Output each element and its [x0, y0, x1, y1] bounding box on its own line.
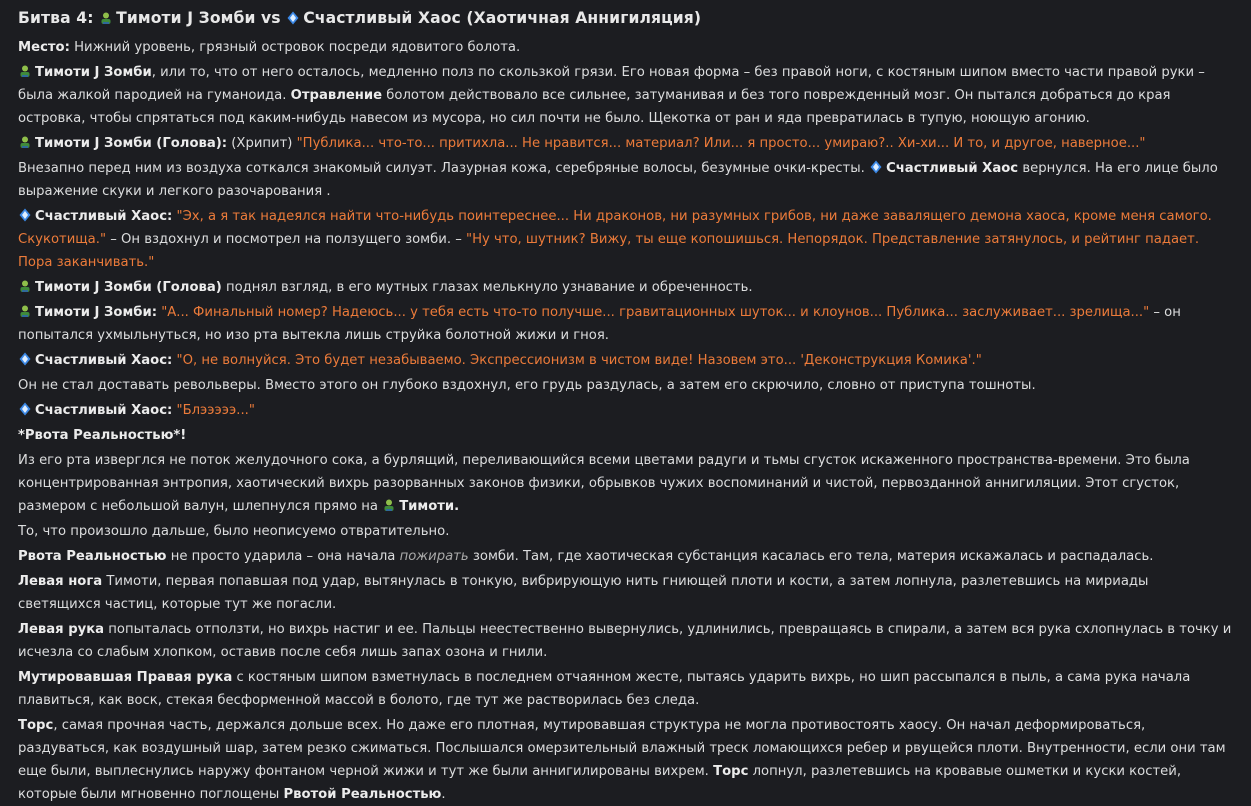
paragraph-6 — [18, 301, 1233, 347]
text: болотом действовало все сильнее, затуманивая и без того поврежденный мозг. Он пытался добраться до края островка, чтобы спрятаться под каким-нибудь навесом из мусора, но сил почти не было. Щекотка от ран и яда превратилась в тупую, ноющую агонию. — [18, 88, 1171, 126]
speaker-name: Счастливый Хаос: — [35, 209, 173, 224]
dialogue-quote: "Ну что, шутник? Вижу, ты еще копошишься. Непорядок. Представление затянулось, и рейтинг падает. Пора заканчивать." — [18, 232, 1200, 270]
emphasis: Левая рука — [18, 622, 105, 637]
paragraph-4 — [18, 205, 1233, 274]
speaker-name: Тимоти J Зомби — [35, 65, 152, 80]
zombie-emoji-icon — [18, 135, 32, 149]
paragraph-15 — [18, 618, 1233, 664]
text: . — [441, 787, 446, 802]
paragraph-7 — [18, 349, 1233, 372]
blue-diamond-emoji-icon — [869, 160, 883, 174]
paragraph-1 — [18, 61, 1233, 130]
paragraph-5 — [18, 276, 1233, 299]
paragraph-14 — [18, 570, 1233, 616]
zombie-emoji-icon — [18, 279, 32, 293]
text: Тимоти, первая попавшая под удар, вытянулась в тонкую, вибрирующую нить гниющей плоти и кости, а затем лопнула, разлетевшись на мириады светящихся частиц, которые тут же погасли. — [18, 574, 1149, 612]
italic-emphasis: пожирать — [399, 549, 469, 564]
paragraph-3 — [18, 157, 1233, 203]
speaker-name: Счастливый Хаос: — [35, 403, 173, 418]
place-paragraph — [18, 36, 1233, 59]
emphasis: Торс — [18, 718, 54, 733]
text: – Он вздохнул и посмотрел на ползущего зомби. – — [110, 232, 462, 247]
emphasis: Рвота Реальностью — [18, 549, 167, 564]
emphasis: Отравление — [290, 88, 383, 103]
emphasis: Рвотой Реальностью — [283, 787, 442, 802]
emphasis: Торс — [713, 764, 749, 779]
dialogue-quote: "Эх, а я так надеялся найти что-нибудь поинтереснее... Ни драконов, ни разумных грибов, ни даже завалящего демона хаоса, кроме меня самого. Скукотища." — [18, 209, 1212, 247]
fighter1-name: Тимоти J Зомби — [116, 9, 256, 27]
text: Внезапно перед ним из воздуха соткался знакомый силуэт. Лазурная кожа, серебряные волосы, безумные очки-кресты. — [18, 161, 865, 176]
battle-number: Битва 4: — [18, 9, 94, 27]
paragraph-10 — [18, 424, 1233, 447]
paragraph-9 — [18, 399, 1233, 422]
text: – он попытался ухмыльнуться, но изо рта вытекла лишь струйка болотной жижи и гноя. — [18, 305, 1181, 343]
paragraph-13 — [18, 545, 1233, 568]
blue-diamond-emoji-icon — [18, 352, 32, 366]
action-heading: *Рвота Реальностью*! — [18, 428, 187, 443]
zombie-emoji-icon — [382, 498, 396, 512]
dialogue-quote: "Блэээээ..." — [176, 403, 255, 418]
paragraph-2 — [18, 132, 1233, 155]
text: Он не стал доставать револьверы. Вместо этого он глубоко вздохнул, его грудь раздулась, а затем его скрючило, словно от приступа тошноты. — [18, 378, 1036, 393]
zombie-emoji-icon — [99, 11, 113, 25]
speaker-name: Тимоти J Зомби (Голова): — [35, 136, 228, 151]
speaker-name: Тимоти J Зомби: — [35, 305, 157, 320]
paragraph-12 — [18, 520, 1233, 543]
text: попыталась отползти, но вихрь настиг и ее. Пальцы неестественно вывернулись, удлинились, превращаясь в спирали, а затем вся рука схлопнулась в точку и исчезла со слабым хлопком, оставив после себя лишь запах озона и гнили. — [18, 622, 1232, 660]
dialogue-quote: "О, не волнуйся. Это будет незабываемо. Экспрессионизм в чистом виде! Назовем это... 'Деконструкция Комика'." — [176, 353, 982, 368]
paragraph-8 — [18, 374, 1233, 397]
place-text: Нижний уровень, грязный островок посреди ядовитого болота. — [74, 40, 521, 55]
versus-label: vs — [261, 9, 281, 27]
paragraph-11 — [18, 449, 1233, 518]
text: , или то, что от него осталось, медленно полз по скользкой грязи. Его новая форма – без правой ноги, с костяным шипом вместо части правой руки – была жалкой пародией на гуманоида. — [18, 65, 1205, 103]
speaker-name: Тимоти J Зомби (Голова) — [35, 280, 222, 295]
text: лопнул, разлетевшись на кровавые ошметки и куски костей, которые были мгновенно поглощены — [18, 764, 1182, 802]
text: вернулся. На его лице было выражение скуки и легкого разочарования . — [18, 161, 1218, 199]
blue-diamond-emoji-icon — [18, 208, 32, 222]
text: зомби. Там, где хаотическая субстанция касалась его тела, материя искажалась и распадалась. — [472, 549, 1154, 564]
place-label: Место: — [18, 40, 70, 55]
text: не просто ударила – она начала — [170, 549, 396, 564]
dialogue-quote: "А... Финальный номер? Надеюсь... у тебя есть что-то получше... гравитационных шуток... и клоунов... Публика... заслуживает... зрелища..." — [161, 305, 1150, 320]
zombie-emoji-icon — [18, 64, 32, 78]
speaker-name: Счастливый Хаос — [886, 161, 1019, 176]
blue-diamond-emoji-icon — [286, 11, 300, 25]
dialogue-quote: "Публика... что-то... притихла... Не нравится... материал? Или... я просто... умираю?.. Хи-хи... И то, и другое, наверное..." — [296, 136, 1146, 151]
zombie-emoji-icon — [18, 304, 32, 318]
blue-diamond-emoji-icon — [18, 402, 32, 416]
battle-title — [18, 5, 1233, 31]
emphasis: Мутировавшая Правая рука — [18, 670, 233, 685]
fighter2-name: Счастливый Хаос (Хаотичная Аннигиляция) — [303, 9, 702, 27]
paragraph-16 — [18, 666, 1233, 712]
emphasis: Левая нога — [18, 574, 103, 589]
text: , самая прочная часть, держался дольше всех. Но даже его плотная, мутировавшая структура не могла противостоять хаосу. Он начал деформироваться, раздуваться, как воздушный шар, затем резко сжиматься. Послышался омерзительный влажный треск ломающихся ребер и рвущейся плоти. Внутренности, если они там еще были, выплеснулись наружу фонтаном черной жижи и тут же были аннигилированы вихрем. — [18, 718, 1226, 779]
paragraph-17 — [18, 714, 1233, 806]
text: поднял взгляд, в его мутных глазах мелькнуло узнавание и обреченность. — [225, 280, 753, 295]
speaker-name: Счастливый Хаос: — [35, 353, 173, 368]
speaker-name: Тимоти. — [399, 499, 460, 514]
text: с костяным шипом взметнулась в последнем отчаянном жесте, пытаясь ударить вихрь, но шип рассыпался в пыль, а сама рука начала плавиться, как воск, стекая бесформенной массой в болото, где тут же растворилась без следа. — [18, 670, 1191, 708]
stage-direction: (Хрипит) — [231, 136, 293, 151]
text: Из его рта изверглся не поток желудочного сока, а бурлящий, переливающийся всеми цветами радуги и тьмы сгусток искаженного пространства-времени. Это была концентрированная энтропия, хаотический вихрь разорванных законов физики, обрывков чужих воспоминаний и чистой, первозданной аннигиляции. Этот сгусток, размером с небольшой валун, шлепнулся прямо на — [18, 453, 1190, 514]
text: То, что произошло дальше, было неописуемо отвратительно. — [18, 524, 450, 539]
